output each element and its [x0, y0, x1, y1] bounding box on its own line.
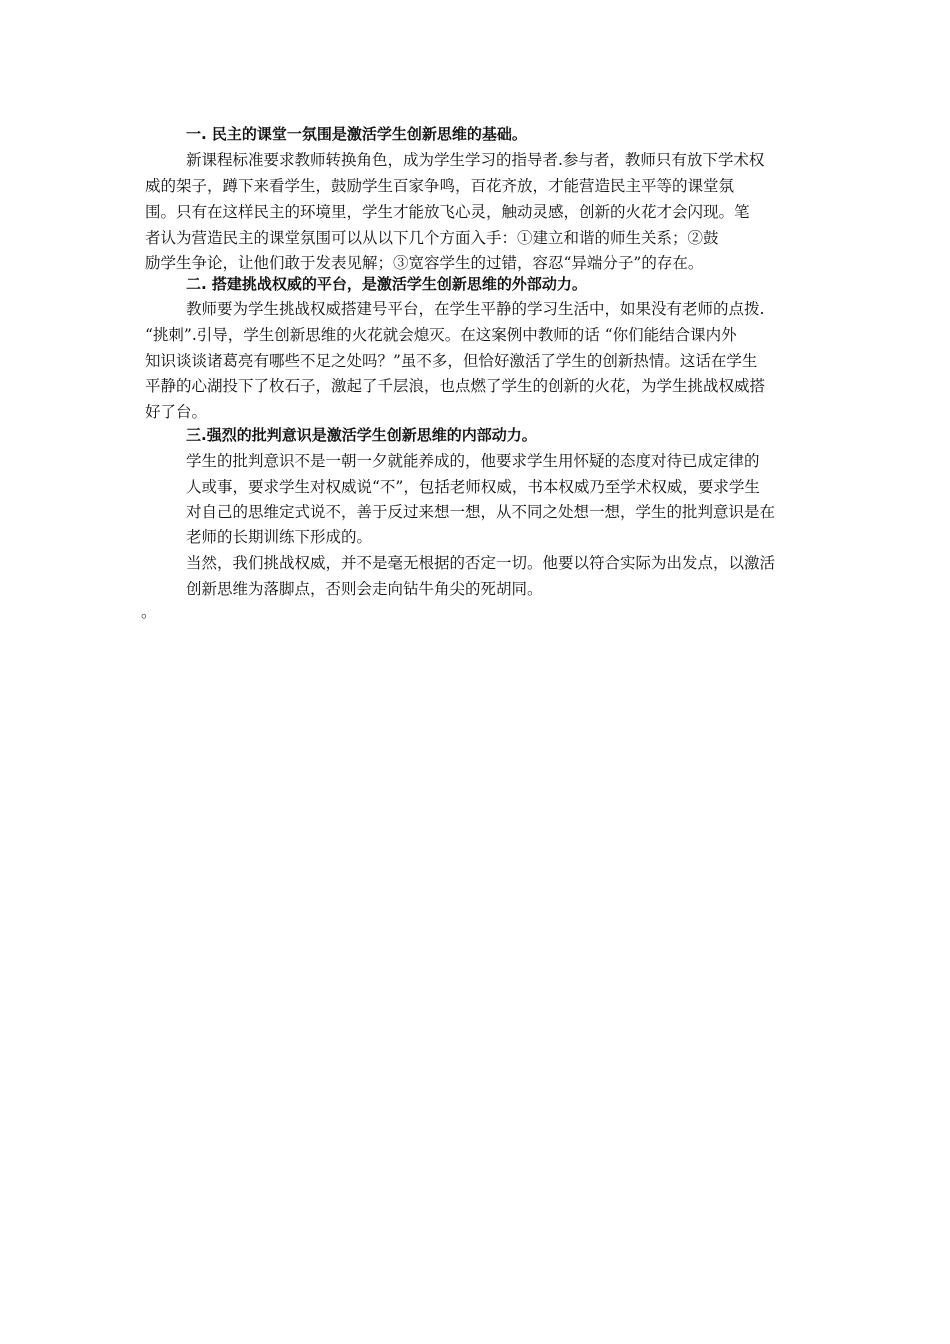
section-3-line-2: 人或事，要求学生对权威说“不”，包括老师权威，书本权威乃至学术权威，要求学生: [186, 478, 760, 496]
section-3-line-1: 学生的批判意识不是一朝一夕就能养成的，他要求学生用怀疑的态度对待已成定律的: [186, 452, 760, 470]
trailing-period-mark: 。: [141, 603, 157, 621]
section-3-heading: 三.强烈的批判意识是激活学生创新思维的内部动力。: [186, 426, 537, 444]
closing-line-2: 创新思维为落脚点，否则会走向钻牛角尖的死胡同。: [186, 580, 543, 598]
section-2-line-2: “挑刺”.引导，学生创新思维的火花就会熄灭。在这案例中教师的话 “你们能结合课内外: [145, 326, 737, 344]
section-3-line-3: 对自己的思维定式说不，善于反过来想一想，从不同之处想一想，学生的批判意识是在: [186, 503, 776, 521]
section-2-line-5: 好了台。: [145, 403, 208, 421]
section-2-heading: 二. 搭建挑战权威的平台，是激活学生创新思维的外部动力。: [186, 275, 587, 293]
closing-line-1: 当然，我们挑战权威，并不是毫无根据的否定一切。他要以符合实际为出发点，以激活: [186, 554, 776, 572]
section-2-line-4: 平静的心湖投下了枚石子，激起了千层浪，也点燃了学生的创新的火花，为学生挑战权威搭: [145, 377, 766, 395]
section-1-line-1: 新课程标准要求教师转换角色，成为学生学习的指导者.参与者，教师只有放下学术权: [186, 151, 765, 169]
section-1-line-4: 者认为营造民主的课堂氛围可以从以下几个方面入手：①建立和谐的师生关系；②鼓: [145, 229, 719, 247]
section-3-line-4: 老师的长期训练下形成的。: [186, 528, 373, 546]
section-2-line-1: 教师要为学生挑战权威搭建号平台，在学生平静的学习生活中，如果没有老师的点拨.: [186, 300, 765, 318]
section-2-line-3: 知识谈谈诸葛亮有哪些不足之处吗？”虽不多，但恰好激活了学生的创新热情。这话在学生: [145, 352, 758, 370]
section-1-line-3: 围。只有在这样民主的环境里，学生才能放飞心灵，触动灵感，创新的火花才会闪现。笔: [145, 203, 750, 221]
section-1-line-2: 威的架子，蹲下来看学生，鼓励学生百家争鸣，百花齐放，才能营造民主平等的课堂氛: [145, 177, 735, 195]
section-1-heading: 一. 民主的课堂一氛围是激活学生创新思维的基础。: [186, 125, 527, 143]
section-1-line-5: 励学生争论，让他们敢于发表见解；③宽容学生的过错，容忍“异端分子”的存在。: [145, 254, 704, 272]
